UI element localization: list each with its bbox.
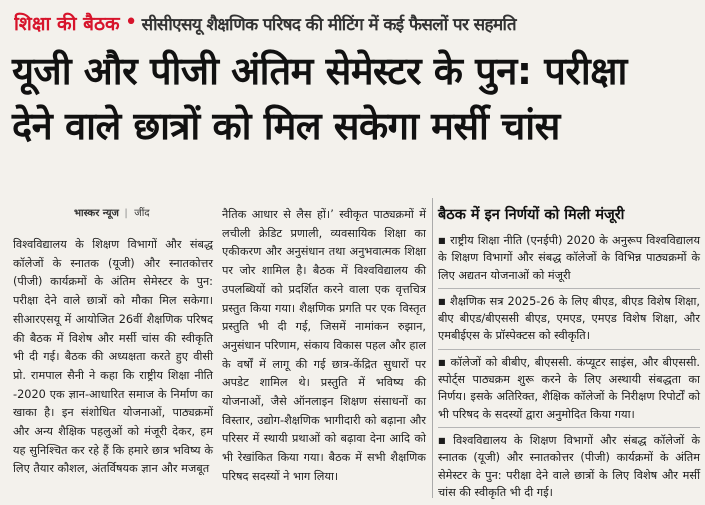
decisions-list	[438, 232, 700, 505]
headline-line-1: यूजी और पीजी अंतिम सेमेस्टर के पुन: परीक्षा	[12, 49, 627, 93]
byline	[74, 205, 150, 219]
headline-line-2: देने वाले छात्रों को मिल सकेगा मर्सी चांस	[12, 104, 560, 148]
dateline-city: जींद	[134, 208, 150, 219]
section-tag: शिक्षा की बैठक	[14, 13, 120, 35]
decision-item	[438, 293, 700, 345]
decision-text: कॉलेजों को बीबीए, बीएससी. कंप्यूटर साइंस, और बीएससी. स्पोर्ट्स पाठ्यक्रम शुरू करने के लिए अस्थायी संबद्धता का निर्णय। इसके अतिरिक्त, शैक्षिक कॉलेजों के निरीक्षण रिपोर्टों को भी परिषद के सदस्यों द्वारा अनुमोदित किया गया।	[438, 355, 700, 421]
byline-separator: |	[124, 208, 128, 219]
article-column-2	[222, 206, 426, 487]
decision-item	[438, 354, 700, 423]
bullet-icon: ■	[438, 435, 450, 445]
decisions-box-title: बैठक में इन निर्णयों को मिली मंजूरी	[438, 207, 625, 223]
decision-item	[438, 232, 700, 284]
subheadline: सीसीएसयू शैक्षणिक परिषद की मीटिंग में कई फैसलों पर सहमति	[141, 14, 517, 35]
bullet-icon: ■	[438, 236, 447, 245]
decision-text: राष्ट्रीय शिक्षा नीति (एनईपी) 2020 के अनुरूप विश्वविद्यालय के शिक्षण विभागों और संबद्ध कॉलेजों के विभिन्न पाठ्यक्रमों के लिए अद्यतन योजनाओं को मंजूरी	[438, 234, 700, 282]
bureau-name: भास्कर न्यूज	[74, 208, 119, 219]
decision-text: विश्वविद्यालय के शिक्षण विभागों और संबद्ध कॉलेजों के स्नातक (यूजी) और स्नातकोत्तर (पीजी) कार्यक्रमों के अंतिम सेमेस्टर के पुन: परीक्षा देने वाले छात्रों के लिए विशेष और मर्सी चांस की स्वीकृति भी दी गई।	[438, 433, 700, 499]
kicker	[14, 8, 701, 38]
article-text-col1: विश्वविद्यालय के शिक्षण विभागों और संबद्ध कॉलेजों के स्नातक (यूजी) और स्नातकोत्तर (पीजी) कार्यक्रमों के अंतिम सेमेस्टर के पुन: परीक्षा देने वाले छात्रों को मौका मिल सकेगा। सीआरएसयू में आयोजित 26वीं शैक्षणिक परिषद की बैठक में विशेष और मर्सी चांस की स्वीकृति भी दी गई। बैठक की अध्यक्षता करते हुए वीसी प्रो. रामपाल सैनी ने कहा कि राष्ट्रीय शिक्षा नीति -2020 एक ज्ञान-आधारित समाज के निर्माण का खाका है। इन संशोधित योजनाओं, पाठ्यक्रमों और अन्य शैक्षिक पहलुओं को मंजूरी देकर, हम यह सुनिश्चित कर रहे हैं कि हमारे छात्र भविष्य के लिए तैयार कौशल, अंतर्विषयक ज्ञान और मजबूत	[13, 238, 213, 476]
article-text-col2: नैतिक आधार से लैस हों।’ स्वीकृत पाठ्यक्रमों में लचीली क्रेडिट प्रणाली, व्यवसायिक शिक्षा का एकीकरण और अनुसंधान तथा अनुभवात्मक शिक्षा पर जोर शामिल है। बैठक में विश्वविद्यालय की उपलब्धियों को प्रदर्शित करने वाला एक वृत्तचित्र प्रस्तुत किया गया। शैक्षणिक प्रगति पर एक विस्तृत प्रस्तुति भी दी गई, जिसमें नामांकन रुझान, अनुसंधान परिणाम, संकाय विकास पहल और हाल के वर्षों में लागू की गई छात्र-केंद्रित सुधारों पर अपडेट शामिल थे। प्रस्तुति में भविष्य की योजनाओं, जैसे ऑनलाइन शिक्षण संसाधनों का विस्तार, उद्योग-शैक्षणिक भागीदारी को बढ़ाना और परिसर में स्थायी प्रथाओं को बढ़ावा देना आदि को भी रेखांकित किया गया। बैठक में सभी शैक्षणिक परिषद सदस्यों ने भाग लिया।	[222, 208, 426, 483]
headline	[12, 44, 702, 154]
article-column-1	[13, 236, 213, 479]
item-divider	[438, 288, 700, 289]
decision-text: शैक्षणिक सत्र 2025-26 के लिए बीएड, बीएड विशेष शिक्षा, बीए बीएड/बीएससी बीएड, एमएड, एमएड विशेष शिक्षा, और एमबीईएस के प्रॉस्पेक्टस को स्वीकृति।	[438, 294, 701, 343]
kicker-separator: •	[124, 10, 138, 35]
column-divider	[432, 198, 433, 498]
item-divider	[438, 349, 700, 350]
decision-item	[438, 432, 700, 501]
item-divider	[438, 427, 700, 428]
bullet-icon: ■	[438, 296, 447, 306]
bullet-icon: ■	[438, 357, 447, 367]
